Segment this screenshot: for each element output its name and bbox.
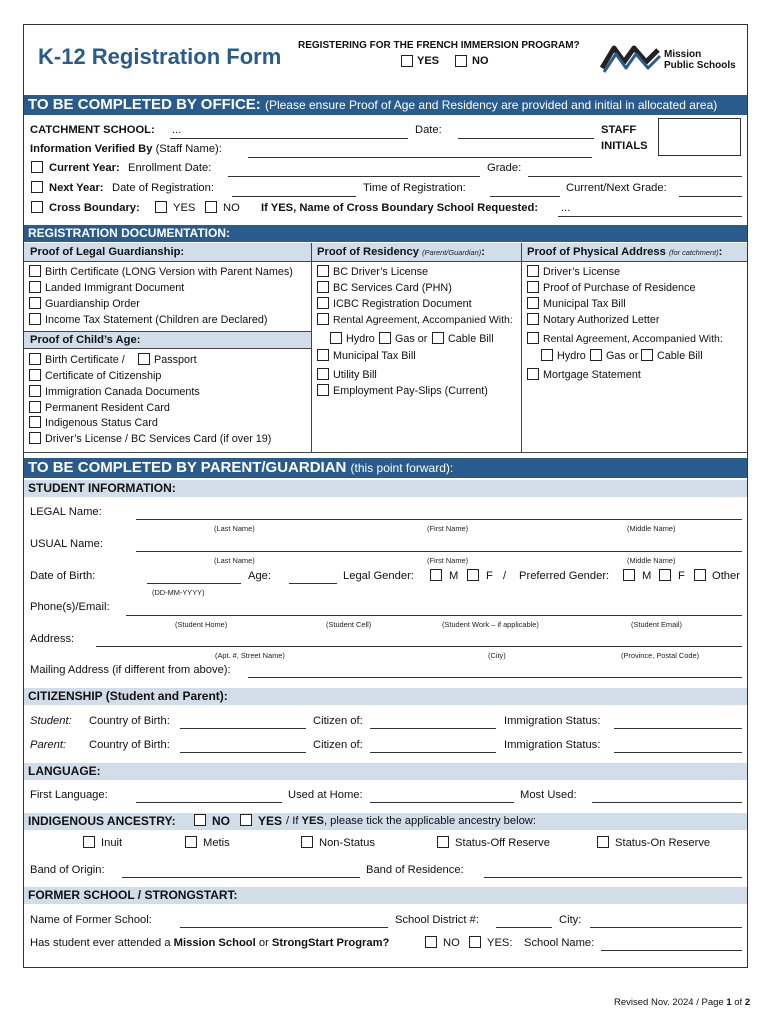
home-language-input[interactable]: [370, 802, 514, 803]
status-on-reserve-label: Status-On Reserve: [615, 837, 711, 849]
residency-checkbox-4[interactable]: [317, 349, 329, 361]
status-off-reserve-label: Status-Off Reserve: [455, 837, 550, 849]
guardianship-item-2: Guardianship Order: [45, 298, 140, 310]
student-email-hint: (Student Email): [631, 620, 682, 629]
current-year-label: Current Year:: [49, 162, 120, 174]
verified-label: [30, 143, 222, 156]
usual-name-label: USUAL Name:: [30, 538, 103, 550]
student-citizen-input[interactable]: [370, 728, 496, 729]
reg-docs-col-divider-2: [521, 243, 522, 452]
address-label: Address:: [30, 633, 75, 645]
residency-item-3: Rental Agreement, Accompanied With:: [333, 314, 513, 326]
physical-checkbox-1[interactable]: [527, 281, 539, 293]
dob-label: Date of Birth:: [30, 570, 96, 582]
reg-docs-col-divider-1: [311, 243, 312, 452]
footer-of: of: [734, 997, 743, 1008]
indigenous-title: INDIGENOUS ANCESTRY:: [28, 814, 176, 828]
former-school-bar: FORMER SCHOOL / STRONGSTART:: [24, 887, 747, 904]
residency-item-0: BC Driver’s License: [333, 266, 429, 278]
verified-input[interactable]: [248, 157, 592, 158]
legal-gender-m-checkbox[interactable]: [430, 569, 442, 581]
citizenship-student-label: Student:: [30, 715, 72, 727]
physical-checkbox-3[interactable]: [527, 313, 539, 325]
indigenous-no-label: NO: [212, 814, 230, 828]
age-checkbox-4[interactable]: [29, 432, 41, 444]
grade-input[interactable]: [528, 176, 742, 177]
french-yes-checkbox[interactable]: [401, 55, 413, 67]
legal-middle-name-hint: (Middle Name): [627, 524, 676, 533]
indigenous-note-post: , please tick the applicable ancestry below:: [323, 815, 536, 827]
attended-question-pre: Has student ever attended a: [30, 937, 171, 949]
school-name-input[interactable]: [601, 950, 742, 951]
physical-hydro-label: Hydro: [557, 350, 586, 362]
parent-citizen-label: Citizen of:: [313, 739, 363, 751]
preferred-gender-other-label: Other: [712, 570, 740, 582]
current-next-grade-input[interactable]: [679, 196, 742, 197]
guardianship-title: Proof of Legal Guardianship:: [30, 246, 185, 258]
grade-label: Grade:: [487, 162, 522, 174]
passport-checkbox[interactable]: [138, 353, 150, 365]
preferred-gender-f-label: F: [678, 570, 685, 582]
student-immigration-input[interactable]: [614, 728, 742, 729]
preferred-gender-other-checkbox[interactable]: [694, 569, 706, 581]
age-label: Age:: [248, 570, 272, 582]
birth-certificate-checkbox[interactable]: [29, 353, 41, 365]
legal-name-input[interactable]: [136, 519, 742, 520]
province-postal-hint: (Province, Postal Code): [621, 651, 700, 660]
form-title: K-12 Registration Form: [38, 44, 282, 69]
enrollment-date-label: Enrollment Date:: [128, 162, 212, 174]
next-year-label: Next Year:: [49, 182, 104, 194]
passport-label: Passport: [154, 354, 197, 366]
cross-boundary-no-label: NO: [223, 202, 240, 214]
age-item-4: Driver’s License / BC Services Card (if over 19): [45, 433, 272, 445]
physical-cable-label: Cable Bill: [657, 350, 703, 362]
student-country-label: Country of Birth:: [89, 715, 170, 727]
residency-checkbox-1[interactable]: [317, 281, 329, 293]
date-of-registration-label: Date of Registration:: [112, 182, 214, 194]
catchment-value: ...: [172, 124, 182, 136]
preferred-gender-m-checkbox[interactable]: [623, 569, 635, 581]
age-checkbox-2[interactable]: [29, 401, 41, 413]
birth-certificate-label: Birth Certificate /: [45, 354, 125, 366]
logo-text-public-schools: Public Schools: [664, 60, 736, 71]
status-on-reserve-checkbox[interactable]: [597, 836, 609, 848]
office-bar-note: (Please ensure Proof of Age and Residency are provided and initial in allocated area): [264, 98, 718, 112]
next-year-checkbox[interactable]: [31, 181, 43, 193]
attended-no-checkbox[interactable]: [425, 936, 437, 948]
guardianship-checkbox-1[interactable]: [29, 281, 41, 293]
indigenous-note-pre: / If: [286, 815, 299, 827]
age-item-1: Immigration Canada Documents: [45, 386, 200, 398]
legal-gender-m-label: M: [449, 570, 459, 582]
age-input[interactable]: [289, 583, 337, 584]
office-bar-title: TO BE COMPLETED BY OFFICE:: [28, 96, 261, 113]
physical-item-3: Notary Authorized Letter: [543, 314, 660, 326]
footer-revised: [614, 996, 750, 1009]
student-work-hint: (Student Work – if applicable): [442, 620, 539, 629]
date-of-registration-input[interactable]: [232, 196, 356, 197]
residency-cable-label: Cable Bill: [448, 333, 494, 345]
residency-title: Proof of Residency (Parent/Guardian):: [317, 246, 485, 258]
catchment-label: CATCHMENT SCHOOL:: [30, 124, 155, 136]
band-origin-label: Band of Origin:: [30, 864, 105, 876]
parent-immigration-input[interactable]: [614, 752, 742, 753]
residency-checkbox-2[interactable]: [317, 297, 329, 309]
residency-checkbox-6[interactable]: [317, 384, 329, 396]
non-status-checkbox[interactable]: [301, 836, 313, 848]
inuit-label: Inuit: [101, 837, 123, 849]
attended-question-strongstart: StrongStart Program?: [271, 937, 390, 949]
attended-question: [30, 937, 389, 950]
verified-label-text: Information Verified By: [30, 143, 153, 155]
office-section-bar: [24, 95, 747, 115]
physical-hydro-checkbox[interactable]: [541, 349, 553, 361]
legal-gender-label: Legal Gender:: [343, 570, 414, 582]
legal-first-name-hint: (First Name): [427, 524, 469, 533]
french-yes-label: YES: [417, 55, 440, 67]
first-language-label: First Language:: [30, 789, 108, 801]
residency-title-note: (Parent/Guardian): [422, 248, 482, 257]
student-info-bar: STUDENT INFORMATION:: [24, 480, 747, 497]
parent-section-bar: [24, 458, 747, 478]
physical-checkbox-4[interactable]: [527, 332, 539, 344]
physical-title-text: Proof of Physical Address: [527, 246, 666, 258]
parent-country-label: Country of Birth:: [89, 739, 170, 751]
footer-page-number: 1: [726, 997, 732, 1008]
most-used-label: Most Used:: [520, 789, 577, 801]
verified-label-note: (Staff Name):: [155, 143, 222, 155]
band-residence-input[interactable]: [484, 877, 742, 878]
language-bar: LANGUAGE:: [24, 763, 747, 780]
usual-first-name-hint: (First Name): [427, 556, 469, 565]
logo-text-mission: Mission: [664, 49, 702, 60]
physical-item-4: Rental Agreement, Accompanied With:: [543, 333, 723, 345]
parent-country-input[interactable]: [180, 752, 306, 753]
student-immigration-label: Immigration Status:: [504, 715, 601, 727]
residency-gas-label: Gas or: [395, 333, 428, 345]
attended-no-label: NO: [443, 937, 460, 949]
cross-school-value: ...: [561, 202, 571, 214]
guardianship-item-1: Landed Immigrant Document: [45, 282, 185, 294]
age-checkbox-3[interactable]: [29, 416, 41, 428]
residency-item-2: ICBC Registration Document: [333, 298, 472, 310]
parent-bar-title: TO BE COMPLETED BY PARENT/GUARDIAN: [28, 459, 347, 476]
former-city-input[interactable]: [590, 927, 742, 928]
mission-logo-icon: [600, 40, 662, 74]
guardianship-item-3: Income Tax Statement (Children are Declared): [45, 314, 268, 326]
age-item-0: Certificate of Citizenship: [45, 370, 162, 382]
staff-initials-box[interactable]: [658, 118, 741, 156]
age-item-2: Permanent Resident Card: [45, 402, 170, 414]
child-age-title: Proof of Child’s Age:: [30, 334, 141, 346]
residency-item-4: Municipal Tax Bill: [333, 350, 416, 362]
physical-checkbox-2[interactable]: [527, 297, 539, 309]
school-district-label: School District #:: [395, 914, 479, 926]
guardianship-checkbox-3[interactable]: [29, 313, 41, 325]
residency-checkbox-3[interactable]: [317, 313, 329, 325]
school-name-label: School Name:: [524, 937, 595, 949]
usual-name-input[interactable]: [136, 551, 742, 552]
time-of-registration-input[interactable]: [490, 196, 560, 197]
metis-label: Metis: [203, 837, 230, 849]
physical-checkbox-0[interactable]: [527, 265, 539, 277]
band-residence-label: Band of Residence:: [366, 864, 464, 876]
first-language-input[interactable]: [136, 802, 282, 803]
usual-middle-name-hint: (Middle Name): [627, 556, 676, 565]
home-language-label: Used at Home:: [288, 789, 363, 801]
legal-gender-f-label: F: [486, 570, 493, 582]
registration-docs-bar: [24, 225, 747, 242]
office-date-input[interactable]: [458, 138, 594, 139]
former-school-name-label: Name of Former School:: [30, 914, 152, 926]
cross-boundary-checkbox[interactable]: [31, 201, 43, 213]
band-origin-input[interactable]: [122, 877, 360, 878]
citizenship-bar: CITIZENSHIP (Student and Parent):: [24, 688, 747, 705]
attended-yes-label: YES:: [487, 937, 513, 949]
legal-last-name-hint: (Last Name): [214, 524, 255, 533]
city-hint: (City): [488, 651, 506, 660]
residency-gas-checkbox[interactable]: [379, 332, 391, 344]
staff-initials-label-2: INITIALS: [601, 140, 648, 152]
address-input[interactable]: [96, 646, 742, 647]
cross-school-input[interactable]: [558, 216, 742, 217]
guardianship-item-0: Birth Certificate (LONG Version with Parent Names): [45, 266, 293, 278]
time-of-registration-label: Time of Registration:: [363, 182, 466, 194]
physical-title-note: (for catchment): [668, 248, 719, 257]
french-immersion-question: REGISTERING FOR THE FRENCH IMMERSION PROGRAM?: [298, 40, 580, 51]
parent-immigration-label: Immigration Status:: [504, 739, 601, 751]
enrollment-date-input[interactable]: [228, 176, 480, 177]
phone-email-input[interactable]: [126, 615, 742, 616]
legal-name-label: LEGAL Name:: [30, 506, 102, 518]
mortgage-label: Mortgage Statement: [543, 369, 641, 381]
physical-item-0: Driver’s License: [543, 266, 621, 278]
usual-last-name-hint: (Last Name): [214, 556, 255, 565]
physical-gas-checkbox[interactable]: [590, 349, 602, 361]
mortgage-checkbox[interactable]: [527, 368, 539, 380]
dob-format-hint: (DD-MM-YYYY): [152, 588, 205, 597]
student-citizen-label: Citizen of:: [313, 715, 363, 727]
reg-docs-subheader-line: [24, 261, 747, 262]
indigenous-no-checkbox[interactable]: [194, 814, 206, 826]
student-country-input[interactable]: [180, 728, 306, 729]
indigenous-yes-label: YES: [258, 814, 283, 828]
student-home-hint: (Student Home): [175, 620, 228, 629]
office-date-label: Date:: [415, 124, 442, 136]
dob-input[interactable]: [147, 583, 241, 584]
age-checkbox-0[interactable]: [29, 369, 41, 381]
mailing-address-input[interactable]: [248, 677, 742, 678]
indigenous-note-yes: YES: [301, 815, 324, 827]
gender-slash: /: [503, 570, 507, 582]
cross-boundary-yes-checkbox[interactable]: [155, 201, 167, 213]
french-no-label: NO: [472, 55, 489, 67]
residency-title-text: Proof of Residency: [317, 246, 419, 258]
cross-school-label: If YES, Name of Cross Boundary School Requested:: [261, 202, 539, 214]
parent-bar-note: (this point forward):: [350, 461, 454, 475]
footer-revised-text: Revised Nov. 2024 / Page: [614, 997, 724, 1008]
physical-item-1: Proof of Purchase of Residence: [543, 282, 696, 294]
cross-boundary-no-checkbox[interactable]: [205, 201, 217, 213]
physical-gas-label: Gas or: [606, 350, 639, 362]
footer-total-pages: 2: [744, 997, 751, 1008]
school-district-input[interactable]: [496, 927, 552, 928]
guardianship-checkbox-2[interactable]: [29, 297, 41, 309]
mailing-address-label: Mailing Address (if different from above):: [30, 664, 231, 676]
physical-item-2: Municipal Tax Bill: [543, 298, 626, 310]
age-item-3: Indigenous Status Card: [45, 417, 158, 429]
residency-checkbox-0[interactable]: [317, 265, 329, 277]
staff-initials-label-1: STAFF: [601, 124, 637, 136]
residency-item-5: Utility Bill: [333, 369, 377, 381]
physical-title: Proof of Physical Address (for catchment):: [527, 246, 723, 258]
residency-hydro-label: Hydro: [346, 333, 375, 345]
citizenship-parent-label: Parent:: [30, 739, 67, 751]
attended-question-mission: Mission School: [173, 937, 256, 949]
indigenous-note: [286, 815, 536, 828]
current-next-grade-label: Current/Next Grade:: [566, 182, 667, 194]
physical-cable-checkbox[interactable]: [641, 349, 653, 361]
legal-gender-f-checkbox[interactable]: [467, 569, 479, 581]
most-used-input[interactable]: [592, 802, 742, 803]
french-no-checkbox[interactable]: [455, 55, 467, 67]
non-status-label: Non-Status: [319, 837, 375, 849]
residency-hydro-checkbox[interactable]: [330, 332, 342, 344]
former-school-name-input[interactable]: [180, 927, 388, 928]
age-checkbox-1[interactable]: [29, 385, 41, 397]
phone-email-label: Phone(s)/Email:: [30, 601, 110, 613]
attended-yes-checkbox[interactable]: [469, 936, 481, 948]
guardianship-checkbox-0[interactable]: [29, 265, 41, 277]
cross-boundary-yes-label: YES: [173, 202, 196, 214]
attended-question-or: or: [258, 937, 269, 949]
status-off-reserve-checkbox[interactable]: [437, 836, 449, 848]
preferred-gender-m-label: M: [642, 570, 652, 582]
student-cell-hint: (Student Cell): [326, 620, 372, 629]
residency-cable-checkbox[interactable]: [432, 332, 444, 344]
catchment-input[interactable]: [170, 138, 408, 139]
preferred-gender-f-checkbox[interactable]: [659, 569, 671, 581]
inuit-checkbox[interactable]: [83, 836, 95, 848]
current-year-checkbox[interactable]: [31, 161, 43, 173]
residency-item-6: Employment Pay-Slips (Current): [333, 385, 488, 397]
reg-docs-bottom-line: [24, 452, 747, 453]
indigenous-yes-checkbox[interactable]: [240, 814, 252, 826]
former-city-label: City:: [559, 914, 582, 926]
metis-checkbox[interactable]: [185, 836, 197, 848]
preferred-gender-label: Preferred Gender:: [519, 570, 610, 582]
apt-street-hint: (Apt. #, Street Name): [215, 651, 285, 660]
residency-item-1: BC Services Card (PHN): [333, 282, 452, 294]
cross-boundary-label: Cross Boundary:: [49, 202, 140, 214]
registration-docs-title: REGISTRATION DOCUMENTATION:: [28, 226, 230, 240]
residency-checkbox-5[interactable]: [317, 368, 329, 380]
parent-citizen-input[interactable]: [370, 752, 496, 753]
